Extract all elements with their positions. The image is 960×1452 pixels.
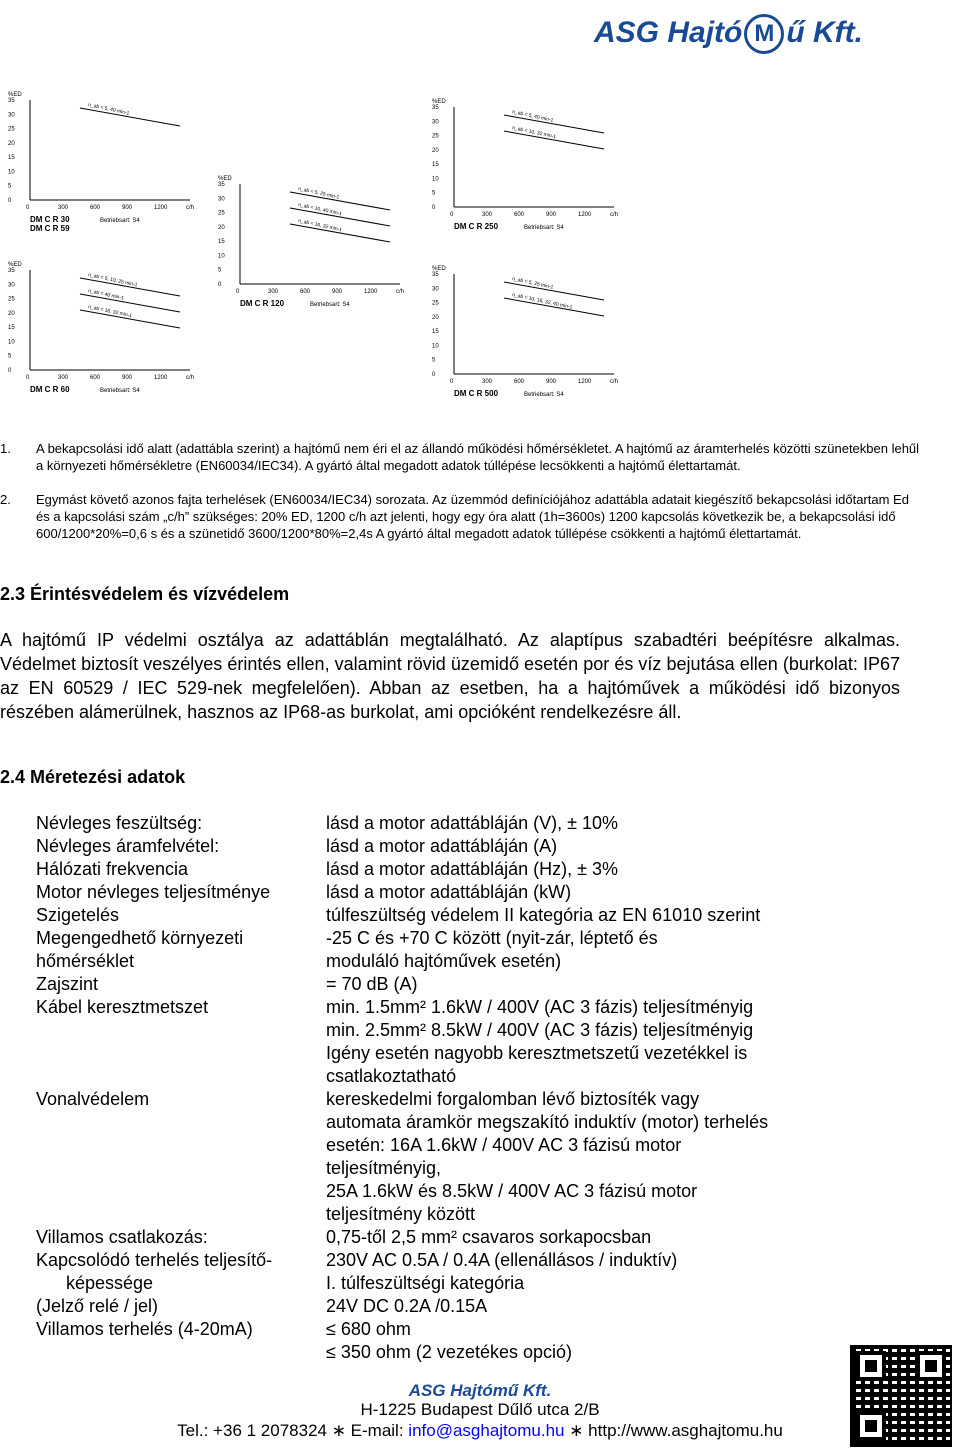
spec-label: hőmérséklet [36,951,135,971]
spec-value: 24V DC 0.2A /0.15A [326,1296,488,1316]
chart-xtick: 900 [122,205,133,211]
spec-value: csatlakoztatható [326,1066,457,1086]
chart-ylabel: %ED [432,99,446,105]
chart-xtick: c/h [396,289,405,295]
chart-ytick: 25 [432,133,439,140]
chart-xtick: 600 [90,205,101,211]
section-2-3-text: A hajtómű IP védelmi osztálya az adattáblán megtalálható. Az alaptípus szabadtéri beépítésre alkalmas. Védelmet biztosít veszélyes érintés ellen, valamint rövid üzemidő esetén por és víz bejutása ellen (burkolat: IP67 az EN 60529 / IEC 529-nek megfelelően). Abban az esetben, ha a hajtóművek a működési idő bizonyos részében alámerülnek, hasznos az IP68-as burkolat, ami opcióként rendelkezésre áll. [0,630,900,722]
chart-model: DM C R 60 [30,385,70,394]
footer-contact-post: ∗ http://www.asghajtomu.hu [564,1421,783,1440]
chart-ytick: 25 [218,210,225,217]
chart-ytick: 10 [8,169,15,176]
company-logo [594,14,958,54]
chart-xtick: 1200 [578,379,592,385]
chart-xtick: 1200 [364,289,378,295]
chart-xtick: 900 [332,289,343,295]
chart-xtick: 0 [236,289,240,295]
footer-company: ASG Hajtómű Kft. [408,1381,552,1400]
chart-curve-label: n_ab = 5, 40 min-1 [511,109,554,124]
chart-curve-label: n_ab = 10, 32 min-1 [511,125,557,141]
chart-xtick: 300 [482,212,493,218]
chart-ytick: 20 [8,140,15,147]
chart-ytick: 15 [8,155,15,162]
spec-value: I. túlfeszültségi kategória [326,1273,525,1293]
chart-xtick: 600 [90,375,101,381]
note-text: A bekapcsolási idő alatt (adattábla szerint) a hajtómű nem éri el az állandó működési hőmérsékletet. A hajtómű az áramterhelés közötti szünetekben lehűl a környezeti hőmérsékletre (EN60034/IEC34). A gyártó által megadott adatok túllépése lecsökkenti a hajtómű élettartamát. [36,441,920,473]
chart-xtick: 900 [122,375,133,381]
chart-ytick: 10 [432,176,439,183]
spec-value: esetén: 16A 1.6kW / 400V AC 3 fázisú motor [326,1135,682,1155]
chart-mode: Betriebsart: S4 [100,218,140,224]
footer-contact-pre: Tel.: +36 1 2078324 ∗ E-mail: [177,1421,409,1440]
note-1 [0,440,925,474]
chart-xtick: c/h [610,212,619,218]
chart-model: DM C R 250 [454,222,499,231]
chart-ytick: 35 [432,105,439,111]
chart-ylabel: %ED [218,176,232,182]
duty-chart-dmcr60 [8,258,208,413]
chart-ytick: 15 [8,325,15,332]
chart-xtick: 0 [26,375,30,381]
spec-value: min. 2.5mm² 8.5kW / 400V (AC 3 fázis) teljesítményig [326,1020,754,1040]
logo-text: ASG Hajtó [594,15,743,49]
chart-curve-label: n_ab = 5, 25 min-1 [511,276,554,291]
spec-label: Névleges áramfelvétel: [36,836,220,856]
chart-mode: Betriebsart: S4 [100,388,140,394]
chart-ytick: 15 [432,329,439,336]
chart-xtick: 0 [450,379,454,385]
spec-value: lásd a motor adattábláján (V), ± 10% [326,813,619,833]
logo-text-rest: ű Kft. [786,15,863,49]
chart-mode: Betriebsart: S4 [524,225,564,231]
chart-xtick: 600 [300,289,311,295]
chart-curve-label: n_ab = 16, 32 min-1 [87,304,133,320]
note-text: Egymást követő azonos fajta terhelések (EN60034/IEC34) sorozata. Az üzemmód definíciójához adattábla adatait kiegészítő bekapcsolási időtartam Ed és a kapcsolási szám „c/h” szükséges: 20% ED, 1200 c/h azt jelenti, hogy egy óra alatt (1h=3600s) 1200 kapcsolás következik be, a bekapcsolási idő 600/1200*20%=0,6 s és a szünetidő 3600/1200*80%=2,4s A gyártó által megadott adatok túllépése csökkenti a hajtómű élettartamát. [36,492,909,541]
chart-mode: Betriebsart: S4 [310,302,350,308]
chart-ytick: 25 [8,296,15,303]
chart-curve-label: n_ab = 5, 10, 25 min-1 [87,272,138,289]
spec-value: 25A 1.6kW és 8.5kW / 400V AC 3 fázisú motor [326,1181,698,1201]
chart-ytick: 15 [218,239,225,246]
spec-label: képessége [66,1273,154,1293]
chart-model: DM C R 500 [454,389,499,398]
spec-value: kereskedelmi forgalomban lévő biztosíték vagy [326,1089,700,1109]
spec-value: 230V AC 0.5A / 0.4A (ellenállásos / induktív) [326,1250,678,1270]
chart-ytick: 30 [432,119,439,126]
chart-curve-label: n_ab = 10, 16, 32, 40 min-1 [511,292,573,311]
duty-chart-dmcr30 [8,88,208,243]
chart-ytick: 10 [218,253,225,260]
spec-value: automata áramkör megszakító induktív (motor) terhelés [326,1112,769,1132]
chart-ylabel: %ED [432,266,446,272]
spec-label: Megengedhető környezeti [36,928,244,948]
chart-ytick: 5 [8,183,12,190]
chart-curve-label: n_ab = 10, 40 min-1 [297,202,343,218]
chart-ytick: 15 [432,162,439,169]
chart-xtick: 300 [268,289,279,295]
chart-model: DM C R 30 [30,215,70,224]
chart-xtick: 300 [482,379,493,385]
chart-ytick: 35 [8,268,15,274]
spec-label: Szigetelés [36,905,120,925]
chart-ytick: 25 [8,126,15,133]
footer-address: H-1225 Budapest Dűlő utca 2/B [360,1400,600,1419]
chart-ytick: 35 [218,182,225,188]
chart-ytick: 30 [432,286,439,293]
chart-ytick: 20 [432,147,439,154]
spec-label: Hálózati frekvencia [36,859,189,879]
chart-xtick: 600 [514,379,525,385]
chart-xtick: 1200 [154,205,168,211]
chart-ytick: 10 [8,339,15,346]
chart-ytick: 35 [8,98,15,104]
chart-ytick: 0 [8,368,12,374]
spec-value: ≤ 680 ohm [326,1319,411,1339]
chart-model-2: DM C R 59 [30,224,70,233]
chart-curve-label: n_ab = 5, 40 min-1 [87,102,130,117]
logo-m-emblem: M [744,14,784,54]
spec-label: (Jelző relé / jel) [36,1296,159,1316]
spec-value: lásd a motor adattábláján (Hz), ± 3% [326,859,619,879]
chart-ytick: 20 [432,314,439,321]
chart-ylabel: %ED [8,262,22,268]
chart-ytick: 35 [432,272,439,278]
note-number: 1. [0,441,11,456]
spec-value: túlfeszültség védelem II kategória az EN 61010 szerint [326,905,761,925]
spec-value: min. 1.5mm² 1.6kW / 400V (AC 3 fázis) teljesítményig [326,997,754,1017]
chart-xtick: 600 [514,212,525,218]
chart-xtick: 300 [58,205,69,211]
qr-finder-pattern [856,1411,886,1441]
chart-ytick: 0 [432,372,436,378]
section-2-4-title: 2.4 Méretezési adatok [0,767,186,787]
duty-chart-dmcr250 [432,95,632,250]
spec-value: -25 C és +70 C között (nyit-zár, léptető és [326,928,658,948]
chart-ytick: 5 [432,190,436,197]
duty-chart-dmcr500 [432,262,632,417]
chart-ylabel: %ED [8,92,22,98]
spec-value: = 70 dB (A) [326,974,418,994]
chart-xtick: 900 [546,379,557,385]
chart-ytick: 0 [432,205,436,211]
chart-ytick: 5 [8,353,12,360]
chart-ytick: 20 [218,224,225,231]
chart-curve-label: n_ab = 40 min-1 [87,288,125,302]
chart-mode: Betriebsart: S4 [524,392,564,398]
spec-value: lásd a motor adattábláján (A) [326,836,558,856]
spec-label: Kapcsolódó terhelés teljesítő- [36,1250,273,1270]
chart-curve-label: n_ab = 5, 25 min-1 [297,186,340,201]
spec-label: Névleges feszültség: [36,813,203,833]
chart-ytick: 20 [8,310,15,317]
chart-xtick: 0 [450,212,454,218]
chart-xtick: c/h [610,379,619,385]
spec-value: ≤ 350 ohm (2 vezetékes opció) [326,1342,573,1362]
chart-xtick: 300 [58,375,69,381]
chart-xtick: 900 [546,212,557,218]
email-link[interactable]: info@asghajtomu.hu [408,1421,565,1440]
chart-xtick: c/h [186,375,195,381]
chart-ytick: 30 [8,112,15,119]
spec-value: lásd a motor adattábláján (kW) [326,882,572,902]
spec-label: Villamos csatlakozás: [36,1227,208,1247]
chart-ytick: 30 [218,196,225,203]
qr-code-image [850,1345,952,1447]
spec-label: Motor névleges teljesítménye [36,882,271,902]
section-2-3-title: 2.3 Érintésvédelem és vízvédelem [0,584,290,604]
spec-label: Zajszint [36,974,99,994]
chart-ytick: 30 [8,282,15,289]
chart-xtick: 0 [26,205,30,211]
qr-finder-pattern [856,1351,886,1381]
spec-value: 0,75-től 2,5 mm² csavaros sorkapocsban [326,1227,652,1247]
note-2 [0,491,925,542]
chart-curve-label: n_ab = 16, 32 min-1 [297,218,343,234]
spec-value: Igény esetén nagyobb keresztmetszetű vezetékkel is [326,1043,748,1063]
spec-value: moduláló hajtóművek esetén) [326,951,562,971]
spec-label: Villamos terhelés (4-20mA) [36,1319,253,1339]
chart-model: DM C R 120 [240,299,285,308]
chart-xtick: 1200 [578,212,592,218]
chart-ytick: 25 [432,300,439,307]
chart-ytick: 5 [218,267,222,274]
spec-value: teljesítmény között [326,1204,476,1224]
chart-ytick: 0 [8,198,12,204]
footer-contact [0,1420,960,1441]
note-number: 2. [0,492,11,507]
spec-value: teljesítményig, [326,1158,442,1178]
spec-label: Vonalvédelem [36,1089,150,1109]
chart-ytick: 0 [218,282,222,288]
chart-xtick: 1200 [154,375,168,381]
duty-chart-dmcr120 [218,172,418,327]
spec-label: Kábel keresztmetszet [36,997,209,1017]
chart-ytick: 10 [432,343,439,350]
chart-curve [80,108,180,126]
chart-ytick: 5 [432,357,436,364]
qr-finder-pattern [916,1351,946,1381]
chart-xtick: c/h [186,205,195,211]
